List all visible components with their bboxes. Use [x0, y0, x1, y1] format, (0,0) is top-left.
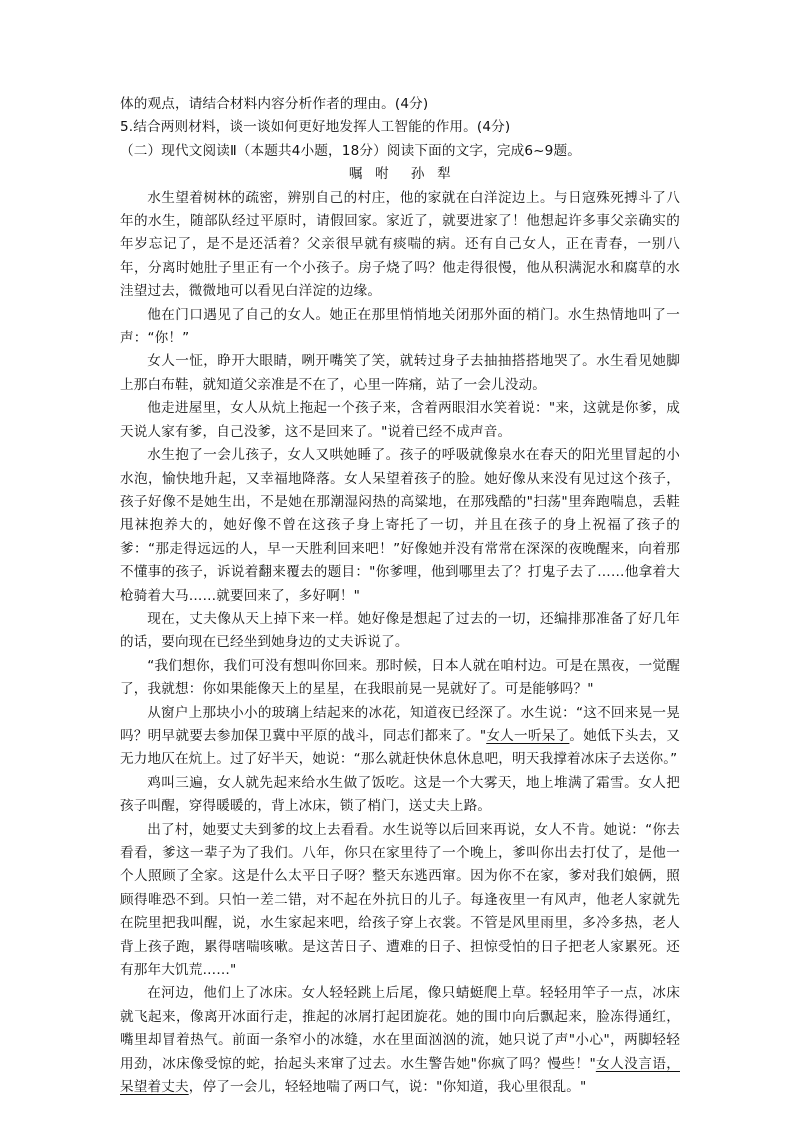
paragraph-9: 鸡叫三遍，女人就先起来给水生做了饭吃。这是一个大雾天，地上堆满了霜雪。女人把孩子叫醒，穿得暖暖的，背上冰床，锁了梢门，送丈夫上路。: [120, 774, 680, 815]
document-page: [120, 93, 680, 1099]
author-char-2: 犁: [437, 166, 452, 183]
paragraph-11: [120, 982, 680, 1099]
paragraph-2: 他在门口遇见了自己的女人。她正在那里悄悄地关闭那外面的梢门。水生热情地叫了一声：“你！”: [120, 306, 680, 347]
paragraph-5: 水生抱了一会儿孩子，女人又哄她睡了。孩子的呼吸就像泉水在春天的阳光里冒起的小水泡，愉快地升起，又幸福地降落。女人呆望着孩子的脸。她好像从来没有见过这个孩子，孩子好像不是她生出，不是她在那潮湿闷热的高粱地，在那残酷的"扫荡"里奔跑喘息，丢鞋甩袜抱养大的，她好像不曾在这孩子身上寄托了一切，并且在孩子的身上祝福了孩子的爹：“那走得远远的人，早一天胜利回来吧！”好像她并没有常常在深深的夜晚醒来，向着那不懂事的孩子，诉说着翻来覆去的题目："你爹哩，他到哪里去了？打鬼子去了……他拿着大枪骑着大马……就要回来了，多好啊！": [120, 447, 680, 604]
paragraph-6: 现在，丈夫像从天上掉下来一样。她好像是想起了过去的一切，还编排那准备了好几年的话，要向现在已经坐到她身边的丈夫诉说了。: [120, 610, 680, 651]
author-char-1: 孙: [410, 166, 425, 183]
paragraph-1: 水生望着树林的疏密，辨别自己的村庄，他的家就在白洋淀边上。与日寇殊死搏斗了八年的水生，随部队经过平原时，请假回家。家近了，就要进家了！他想起许多事父亲确实的年岁忘记了，是不是还活着？父亲很早就有痰喘的病。还有自己女人，正在青春，一别八年，分离时她肚子里正有一个小孩子。房子烧了吗？他走得很慢，他从积满泥水和腐草的水洼望过去，微微地可以看见白洋淀的边缘。: [120, 189, 680, 300]
title-char-1: 嘱: [348, 166, 363, 183]
question-4-continuation: 体的观点，请结合材料内容分析作者的理由。(4分): [120, 96, 429, 112]
paragraph-10: 出了村，她要丈夫到爹的坟上去看看。水生说等以后回来再说，女人不肯。她说：“你去看看，爹这一辈子为了我们。八年，你只在家里待了一个晚上，爹叫你出去打仗了，是他一个人照顾了全家。这是什么太平日子呀？整天东逃西窜。因为你不在家，爹对我们娘俩，照顾得唯恐不到。只怕一差二错，对不起在外抗日的儿子。每逢夜里一有风声，他老人家就先在院里把我叫醒，说，水生家起来吧，给孩子穿上衣裳。不管是风里雨里，多冷多热，老人背上孩子跑，累得嗐喘咳嗽。是这苦日子、遭难的日子、担惊受怕的日子把老人家累死。还有那年大饥荒……": [120, 821, 680, 979]
paragraph-7: “我们想你，我们可没有想叫你回来。那时候，日本人就在咱村边。可是在黑夜，一觉醒了，我就想：你如果能像天上的星星，在我眼前晃一晃就好了。可是能够吗？": [120, 657, 680, 698]
paragraph-4: 他走进屋里，女人从炕上拖起一个孩子来，含着两眼泪水笑着说："来，这就是你爹，成天说人家有爹，自己没爹，这不是回来了。"说着已经不成声音。: [120, 400, 680, 440]
section-header: （二）现代文阅读Ⅱ（本题共4小题，18分）阅读下面的文字，完成6~9题。: [120, 142, 581, 159]
underlined-phrase-2: 女人没言语，呆望着丈夫: [120, 1055, 680, 1096]
question-5: 5.结合两则材料，谈一谈如何更好地发挥人工智能的作用。(4分): [120, 119, 511, 136]
paragraph-11-text-a: 在河边，他们上了冰床。女人轻轻跳上后尾，像只蜻蜓爬上草。轻轻用竿子一点，冰床就飞起来，像离开冰面行走，推起的冰屑打起团旋花。她的围巾向后飘起来，脸冻得通红，嘴里却冒着热气。前面一条窄小的冰缝，水在里面汹汹的流，她只说了声"小心"，两脚轻轻用劲，冰床像受惊的蛇，抬起头来窜了过去。水生警告她"你疯了吗？慢些！": [120, 985, 680, 1072]
paragraph-8-text-a: 从窗户上那块小小的玻璃上结起来的冰花，知道夜已经深了。水生说：“这不回来晃一晃吗？明早就要去参加保卫冀中平原的战斗，同志们都来了。": [120, 704, 680, 744]
story-title: [120, 163, 680, 186]
paragraph-8: [120, 702, 680, 772]
paragraph-11-text-b: ，停了一会儿，轻轻地喘了两口气，说："你知道，我心里很乱。": [188, 1079, 587, 1096]
underlined-phrase-1: 女人一听呆了: [486, 727, 570, 744]
paragraph-3: 女人一怔，睁开大眼睛，咧开嘴笑了笑，就转过身子去抽抽搭搭地哭了。水生看见她脚上那白布鞋，就知道父亲准是不在了，心里一阵痛，站了一会儿没动。: [120, 353, 680, 393]
paragraph-8-text-b: 。她低下头去，又无力地仄在炕上。过了好半天，她说：“那么就赶快休息休息吧，明天我撑着冰床子去送你。”: [120, 727, 680, 768]
title-char-2: 咐: [375, 166, 390, 183]
